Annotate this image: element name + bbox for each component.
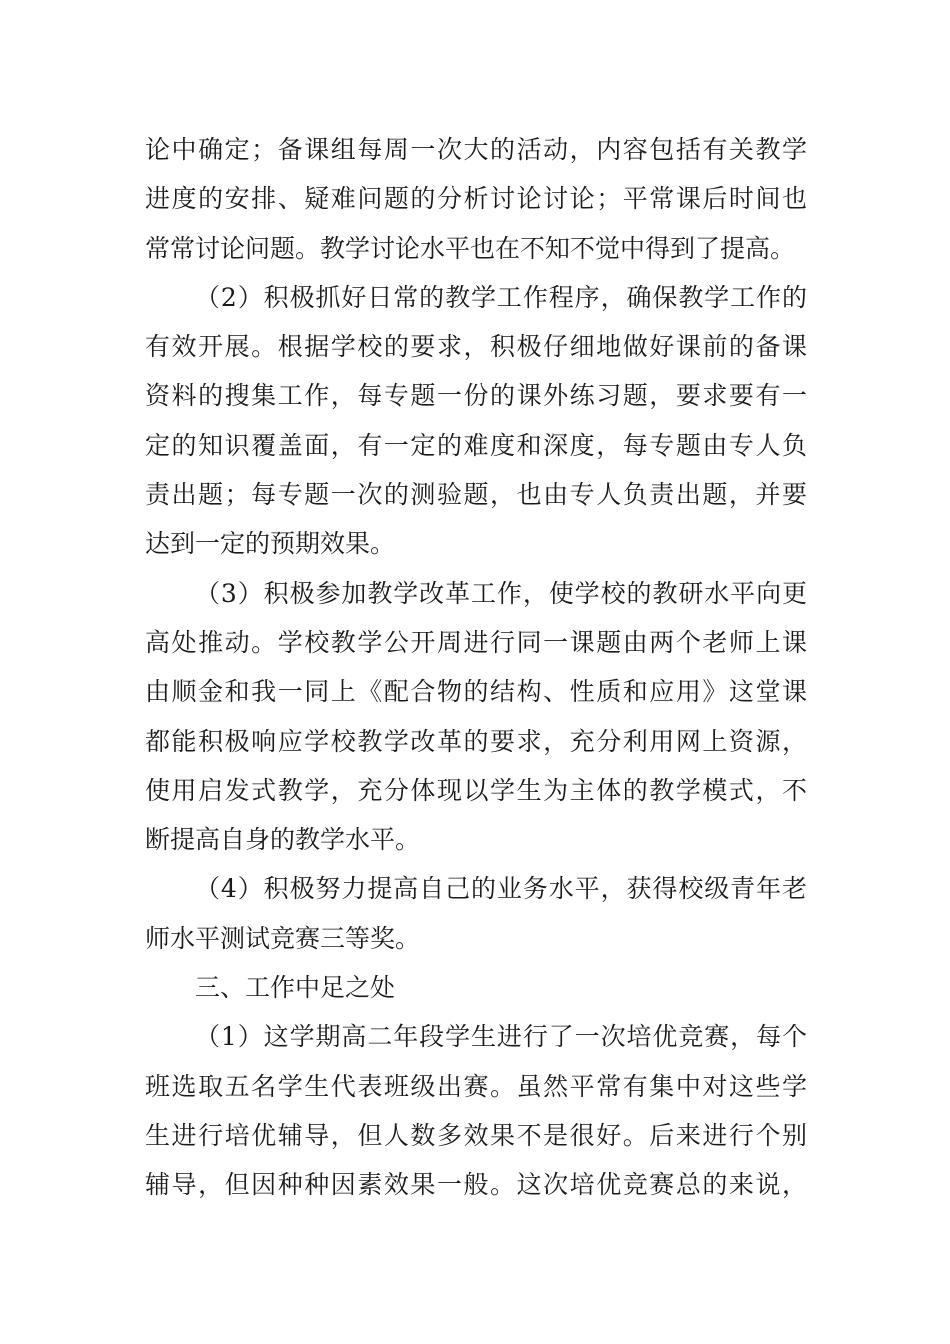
paragraph-item-4 [145,864,807,963]
text-line: 有效开展。根据学校的要求，积极仔细地做好课前的备课 [145,332,807,362]
text-line: 高处推动。学校教学公开周进行同一课题由两个老师上课 [145,627,807,657]
text-line: 达到一定的预期效果。 [145,529,396,559]
text-line: 辅导，但因种种因素效果一般。这次培优竞赛总的来说， [145,1170,807,1200]
text-line: 责出题；每专题一次的测验题，也由专人负责出题，并要 [145,480,807,510]
text-line: （3）积极参加教学改革工作，使学校的教研水平向更 [195,578,807,608]
text-line: 生进行培优辅导，但人数多效果不是很好。后来进行个别 [145,1120,807,1150]
text-line: （2）积极抓好日常的教学工作程序，确保教学工作的 [195,282,807,312]
text-line: 由顺金和我一同上《配合物的结构、性质和应用》这堂课 [145,677,807,707]
paragraph-item-3 [145,569,807,865]
body-text [145,125,807,1210]
text-line: 班选取五名学生代表班级出赛。虽然平常有集中对这些学 [145,1071,807,1101]
paragraph-continuation [145,125,807,273]
text-line: （1）这学期高二年段学生进行了一次培优竞赛，每个 [195,1022,807,1052]
text-line: 常常讨论问题。教学讨论水平也在不知不觉中得到了提高。 [145,233,796,263]
text-line: 断提高自身的教学水平。 [145,825,421,855]
text-line: （4）积极努力提高自己的业务水平，获得校级青年老 [195,874,807,904]
text-line: 论中确定；备课组每周一次大的活动，内容包括有关教学 [145,135,807,164]
text-line: 定的知识覆盖面，有一定的难度和深度，每专题由专人负 [145,430,807,460]
paragraph-item-5 [145,1012,807,1209]
text-line: 资料的搜集工作，每专题一份的课外练习题，要求要有一 [145,381,807,411]
text-line: 都能积极响应学校教学改革的要求，充分利用网上资源， [145,726,807,756]
text-line: 师水平测试竞赛三等奖。 [145,923,421,953]
text-line: 进度的安排、疑难问题的分析讨论讨论；平常课后时间也 [145,184,807,214]
text-line: 使用启发式教学，充分体现以学生为主体的教学模式，不 [145,775,807,805]
section-heading-text: 三、工作中足之处 [195,973,396,1003]
section-heading [145,963,807,1012]
paragraph-item-2 [145,273,807,569]
